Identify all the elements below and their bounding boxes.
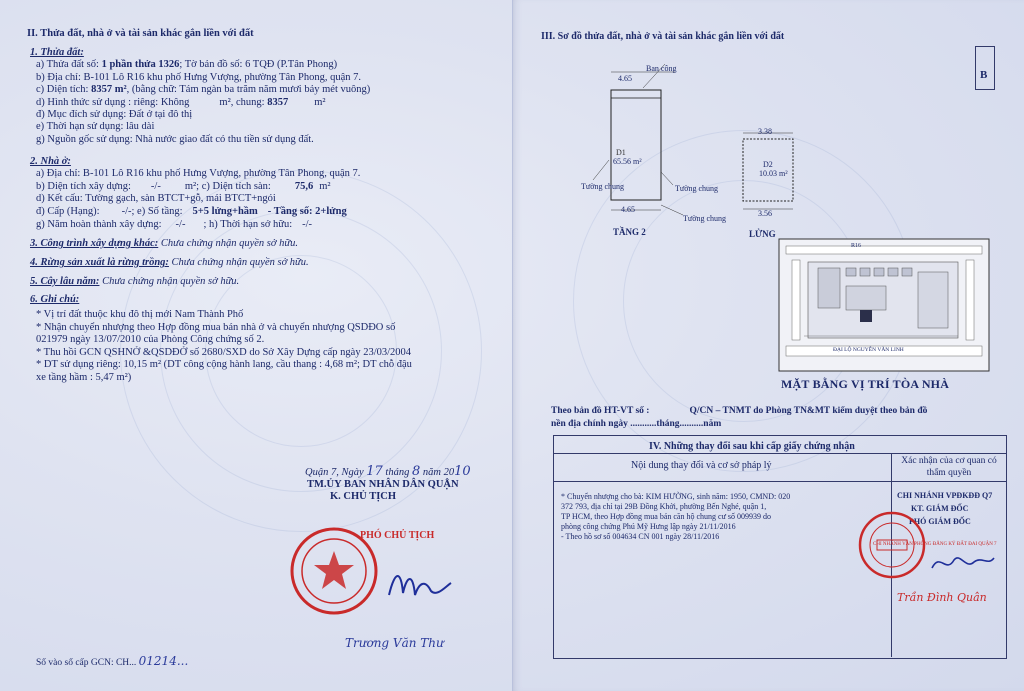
table-rule <box>553 481 1006 482</box>
house-structure: d) Kết cấu: Tường gạch, sàn BTCT+gỗ, mái BTCT+ngói <box>36 193 276 204</box>
land-origin: g) Nguồn gốc sử dụng: Nhà nước giao đất có thu tiền sử dụng đất. <box>36 134 314 145</box>
note-line: * Vị trí đất thuộc khu đô thị mới Nam Thành Phố <box>36 309 244 320</box>
cert-register-no: Số vào sổ cấp GCN: CH... 01214... <box>36 654 189 668</box>
signature-mark-2 <box>928 548 998 578</box>
site-plan-title: MẶT BẰNG VỊ TRÍ TÒA NHÀ <box>781 377 950 391</box>
land-term: e) Thời hạn sử dụng: lâu dài <box>36 121 155 132</box>
page-mark-box <box>975 46 995 90</box>
house-heading: 2. Nhà ở: <box>30 156 71 167</box>
street-label: ĐẠI LỘ NGUYỄN VĂN LINH <box>833 347 904 353</box>
balcony-label: Ban công <box>646 64 677 73</box>
land-usage-form: d) Hình thức sử dụng : riêng: Không m², chung: 8357 m² <box>36 97 326 108</box>
change-line: TP HCM, theo Hợp đồng mua bán căn hộ chung cư số 009939 do <box>561 512 772 521</box>
land-address: b) Địa chỉ: B-101 Lô R16 khu phố Hưng Vượng, phường Tân Phong, quận 7. <box>36 72 361 83</box>
col-content-header: Nội dung thay đổi và cơ sở pháp lý <box>631 460 772 471</box>
room1-label: D1 <box>616 148 626 157</box>
issue-date: Quận 7, Ngày 17 tháng 8 năm 2010 <box>305 464 471 479</box>
notes-heading: 6. Ghi chú: <box>30 294 80 305</box>
table-rule <box>553 453 1006 454</box>
other-construction: 3. Công trình xây dựng khác: Chưa chứng nhận quyền sở hữu. <box>30 238 298 249</box>
map-reference: Theo bản đồ HT-VT số : Q/CN – TNMT do Phòng TN&MT kiểm duyệt theo bản đồ <box>551 406 928 416</box>
wall-label: Tường chung <box>675 184 719 193</box>
house-address: a) Địa chỉ: B-101 Lô R16 khu phố Hưng Vượng, phường Tân Phong, quận 7. <box>36 168 361 179</box>
forest-row: 4. Rừng sản xuất là rừng trồng: Chưa chứng nhận quyền sở hữu. <box>30 257 309 268</box>
floor2-plan <box>573 60 743 230</box>
wall-label: Tường chung <box>581 182 625 191</box>
branch-seal-text: CHI NHÁNH VĂN PHÒNG ĐĂNG KÝ ĐẤT ĐAI QUẬN 7 <box>873 542 997 547</box>
dim-mezz-bottom: 3.56 <box>758 209 772 218</box>
road-label: R16 <box>851 243 862 249</box>
change-line: - Theo hồ sơ số 004634 CN 001 ngày 28/11/2016 <box>561 532 720 541</box>
signer2-name: Trần Đình Quân <box>897 591 987 604</box>
section3-title: III. Sơ đồ thửa đất, nhà ở và tài sản khác gắn liền với đất <box>541 31 785 42</box>
note-line: * Nhận chuyển nhượng theo Hợp đồng mua bán nhà ở và chuyển nhượng QSDĐO số <box>36 322 396 333</box>
room2-label: D2 <box>763 160 773 169</box>
change-line: * Chuyển nhượng cho bà: KIM HƯỜNG, sinh năm: 1950, CMND: 020 <box>561 492 791 501</box>
floor2-title: TẦNG 2 <box>613 227 646 237</box>
note-line: * DT sử dụng riêng: 10,15 m² (DT công cộng hành lang, cầu thang : 4,68 m²; DT chỗ đậu <box>36 359 412 370</box>
note-line: xe tầng hầm : 5,47 m²) <box>36 372 132 383</box>
house-year: g) Năm hoàn thành xây dựng: -/- ; h) Thời hạn sở hữu: -/- <box>36 219 313 230</box>
signature-mark <box>385 565 455 605</box>
land-heading: 1. Thửa đất: <box>30 47 84 58</box>
note-line: 021979 ngày 13/07/2010 của Phòng Công chứng số 2. <box>36 334 265 345</box>
dim-mezz-top: 3.38 <box>758 127 772 136</box>
committee-title: TM.ỦY BAN NHÂN DÂN QUẬN <box>307 479 459 490</box>
section2-title: II. Thửa đất, nhà ở và tài sản khác gắn liền với đất <box>27 28 254 39</box>
chairman-title: K. CHỦ TỊCH <box>330 491 397 502</box>
land-purpose: đ) Mục đích sử dụng: Đất ở tại đô thị <box>36 109 193 120</box>
change-line: 372 793, địa chỉ tại 29B Đồng Khởi, phường Bến Nghé, quận 1, <box>561 502 767 511</box>
auth-deputy: PHÓ GIÁM ĐỐC <box>909 517 971 526</box>
signer-name: Trương Văn Thư <box>345 636 444 650</box>
change-line: phòng công chứng Phú Mỹ Hưng lập ngày 21/11/2016 <box>561 522 736 531</box>
stamp-title: PHÓ CHỦ TỊCH <box>360 530 435 541</box>
mezz-title: LỬNG <box>749 229 776 239</box>
dim-bottom: 4.65 <box>621 205 635 214</box>
auth-branch: CHI NHÁNH VPĐKĐĐ Q7 <box>897 491 993 500</box>
map-reference-line2: nền địa chính ngày ...........tháng..........năm <box>551 419 722 429</box>
house-area: b) Diện tích xây dựng: -/- m²; c) Diện tích sàn: 75,6 m² <box>36 181 331 192</box>
page-mark: B <box>980 69 988 81</box>
wall-label: Tường chung <box>683 214 727 223</box>
changes-title: IV. Những thay đổi sau khi cấp giấy chứng nhận <box>649 441 855 452</box>
col-auth-header: Xác nhận của cơ quan có thẩm quyền <box>901 456 997 478</box>
room1-area: 65.56 m² <box>613 157 642 166</box>
land-plot-line: a) Thửa đất số: 1 phần thửa 1326; Tờ bản đồ số: 6 TQĐ (P.Tân Phong) <box>36 59 338 70</box>
land-area: c) Diện tích: 8357 m², (bằng chữ: Tám ngàn ba trăm năm mươi bảy mét vuông) <box>36 84 371 95</box>
room2-area: 10.03 m² <box>759 169 788 178</box>
auth-title: KT. GIÁM ĐỐC <box>911 504 969 513</box>
note-line: * Thu hồi GCN QSHNỞ &QSDĐỞ số 2680/SXD do Sở Xây Dựng cấp ngày 23/03/2004 <box>36 347 412 358</box>
house-grade: đ) Cấp (Hạng): -/-; e) Số tầng: 5+5 lửng+hầm - Tầng số: 2+lửng <box>36 206 347 217</box>
perennial-row: 5. Cây lâu năm: Chưa chứng nhận quyền sở hữu. <box>30 276 240 287</box>
dim-top: 4.65 <box>618 74 632 83</box>
right-page <box>512 0 1024 691</box>
